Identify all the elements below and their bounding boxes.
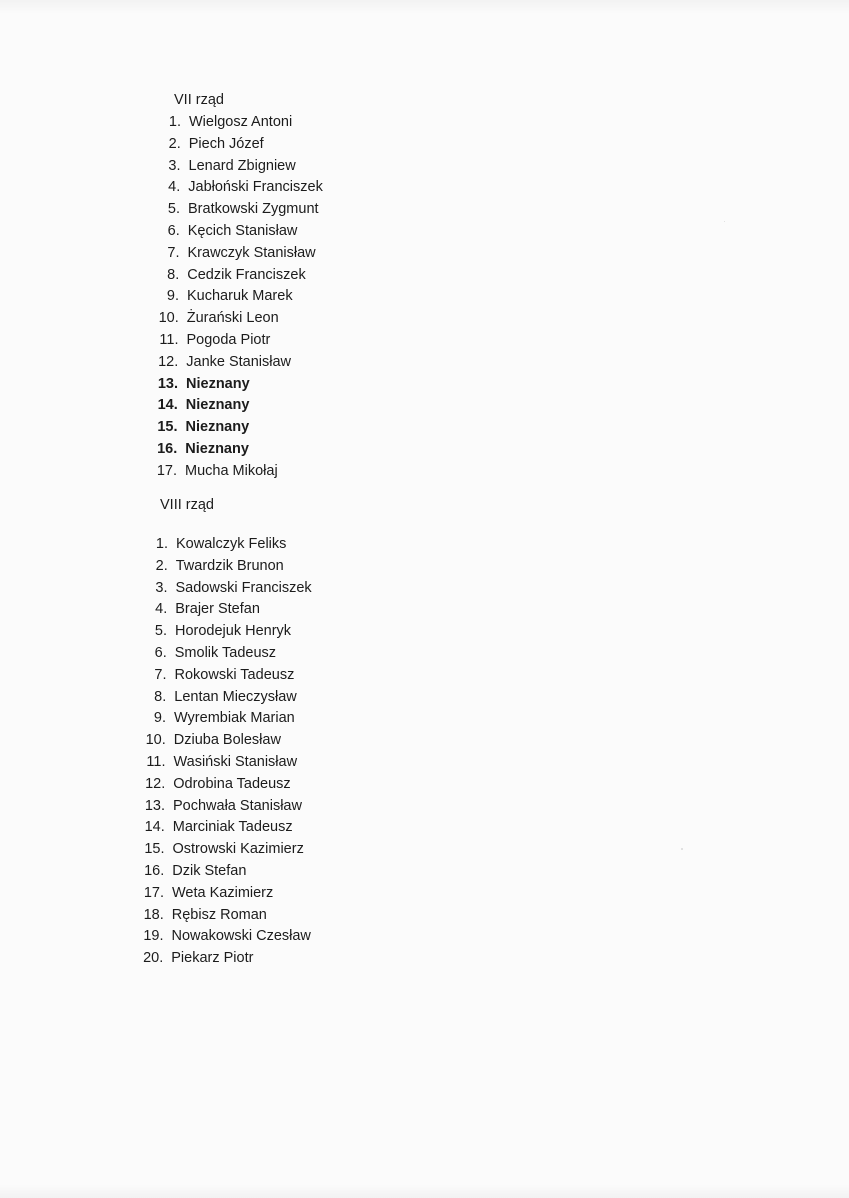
- list-item: [155, 112, 292, 132]
- item-name: Wyrembiak Marian: [174, 710, 295, 727]
- item-number: 14.: [144, 819, 165, 836]
- item-name: Ostrowski Kazimierz: [172, 841, 304, 858]
- item-name: Bratkowski Zygmunt: [188, 201, 319, 218]
- item-number: 1.: [168, 114, 181, 130]
- list-item: [141, 665, 295, 685]
- item-name: Wasiński Stanisław: [173, 754, 298, 770]
- list-item: [153, 265, 305, 285]
- item-number: 6.: [167, 223, 180, 239]
- item-name: Wielgosz Antoni: [189, 114, 293, 130]
- item-name: Jabłoński Franciszek: [188, 179, 323, 196]
- item-name: Nowakowski Czesław: [171, 928, 311, 945]
- list-item: [152, 395, 250, 415]
- list-item: [154, 243, 316, 263]
- list-item: [138, 883, 273, 903]
- item-number: 9.: [166, 288, 179, 305]
- item-name: Nieznany: [185, 441, 249, 457]
- list-item: [137, 948, 253, 968]
- item-name: Brajer Stefan: [175, 601, 260, 618]
- item-number: 7.: [154, 666, 167, 683]
- item-name: Cedzik Franciszek: [187, 266, 306, 283]
- list-item: [140, 687, 297, 707]
- list-item: [141, 643, 276, 663]
- item-number: 20.: [143, 950, 164, 967]
- list-item: [152, 352, 291, 372]
- item-name: Marciniak Tadeusz: [172, 819, 293, 836]
- list-item: [141, 599, 260, 619]
- list-item: [140, 752, 298, 772]
- item-number: 7.: [167, 244, 180, 261]
- item-number: 16.: [144, 863, 165, 879]
- item-number: 13.: [157, 375, 178, 392]
- item-number: 11.: [146, 754, 166, 770]
- list-item: [152, 374, 250, 394]
- list-item: [140, 708, 295, 728]
- item-number: 2.: [155, 557, 168, 574]
- list-item: [139, 796, 302, 816]
- item-name: Horodejuk Henryk: [175, 623, 292, 640]
- item-number: 9.: [153, 710, 166, 727]
- item-number: 17.: [143, 884, 164, 901]
- item-name: Nieznany: [185, 397, 250, 414]
- list-item: [141, 621, 291, 641]
- item-number: 15.: [144, 841, 165, 858]
- item-name: Kęcich Stanisław: [187, 223, 298, 239]
- item-name: Piech Józef: [188, 135, 264, 152]
- item-name: Weta Kazimierz: [172, 884, 274, 901]
- item-number: 10.: [145, 732, 166, 749]
- item-name: Rokowski Tadeusz: [174, 666, 295, 683]
- item-name: Nieznany: [186, 375, 250, 392]
- item-name: Rębisz Roman: [171, 906, 267, 923]
- list-item: [138, 926, 311, 946]
- item-name: Pochwała Stanisław: [173, 797, 302, 814]
- item-name: Krawczyk Stanisław: [187, 244, 316, 261]
- item-name: Dziuba Bolesław: [173, 732, 281, 749]
- item-number: 12.: [145, 775, 166, 792]
- item-number: 5.: [167, 201, 180, 218]
- list-item: [153, 286, 293, 306]
- list-item: [154, 221, 298, 241]
- item-number: 12.: [158, 353, 179, 370]
- list-item: [139, 839, 304, 859]
- item-number: 17.: [156, 462, 177, 479]
- item-number: 13.: [144, 797, 165, 814]
- item-number: 1.: [155, 536, 168, 552]
- list-item: [138, 861, 246, 881]
- list-item: [152, 417, 250, 437]
- item-name: Odrobina Tadeusz: [173, 775, 291, 792]
- item-number: 11.: [159, 332, 179, 348]
- list-item: [138, 905, 267, 925]
- list-item: [151, 439, 249, 459]
- item-name: Nieznany: [185, 419, 250, 436]
- list-item: [139, 774, 290, 794]
- item-number: 4.: [155, 601, 168, 618]
- list-item: [153, 330, 271, 350]
- item-number: 8.: [154, 688, 167, 705]
- list-item: [151, 461, 278, 481]
- item-name: Pogoda Piotr: [186, 332, 271, 348]
- scan-speck: [724, 221, 725, 222]
- item-name: Dzik Stefan: [172, 863, 247, 879]
- item-name: Janke Stanisław: [186, 353, 292, 370]
- item-name: Lentan Mieczysław: [174, 688, 297, 705]
- item-name: Kowalczyk Feliks: [176, 536, 287, 552]
- list-item: [154, 177, 323, 197]
- list-item: [155, 134, 264, 154]
- item-number: 16.: [157, 441, 178, 457]
- item-number: 4.: [168, 179, 181, 196]
- list-item: [155, 156, 296, 176]
- list-item: [140, 730, 281, 750]
- list-item: [154, 199, 319, 219]
- item-name: Twardzik Brunon: [175, 557, 284, 574]
- list-item: [153, 308, 279, 328]
- item-number: 15.: [157, 419, 178, 436]
- item-number: 2.: [168, 135, 181, 152]
- item-number: 3.: [168, 157, 181, 174]
- item-name: Żurański Leon: [186, 310, 279, 327]
- item-number: 8.: [167, 266, 180, 283]
- item-name: Sadowski Franciszek: [175, 579, 312, 596]
- list-item: [142, 578, 312, 598]
- item-name: Smolik Tadeusz: [174, 645, 277, 661]
- item-number: 10.: [158, 310, 179, 327]
- item-number: 5.: [154, 623, 167, 640]
- item-number: 19.: [143, 928, 164, 945]
- item-number: 3.: [155, 579, 168, 596]
- section-heading-viii: VIII rząd: [160, 497, 214, 513]
- item-name: Kucharuk Marek: [187, 288, 293, 305]
- item-number: 6.: [154, 645, 167, 661]
- list-item: [142, 556, 284, 576]
- list-item: [142, 534, 286, 554]
- item-name: Piekarz Piotr: [171, 950, 254, 967]
- item-number: 14.: [157, 397, 178, 414]
- item-number: 18.: [143, 906, 164, 923]
- item-name: Mucha Mikołaj: [185, 462, 278, 479]
- list-item: [139, 817, 293, 837]
- scan-speck: [681, 848, 683, 850]
- item-name: Lenard Zbigniew: [188, 157, 296, 174]
- section-heading-vii: VII rząd: [174, 92, 224, 108]
